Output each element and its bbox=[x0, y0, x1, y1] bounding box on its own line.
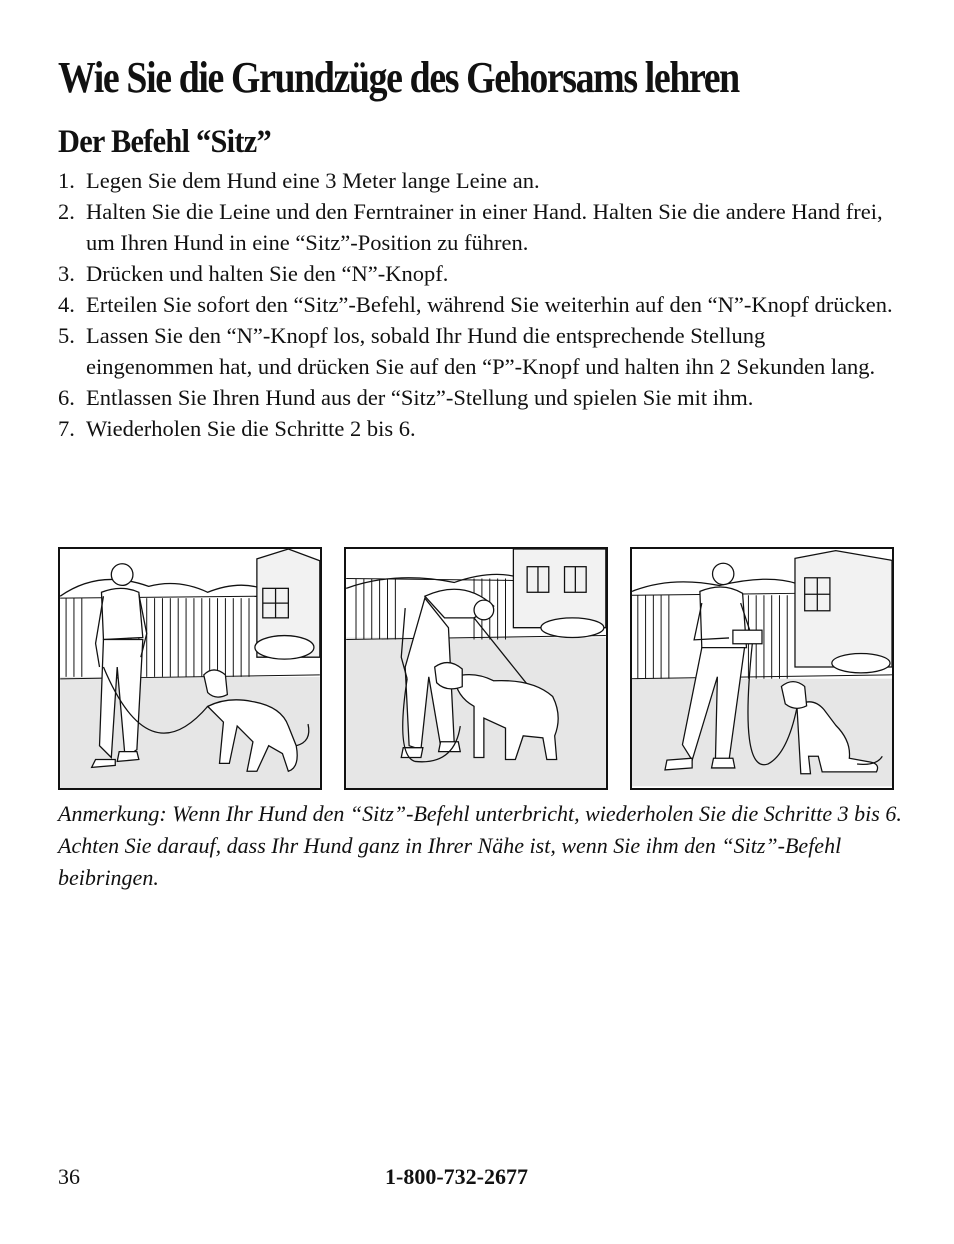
phone-number: 1-800-732-2677 bbox=[385, 1164, 528, 1189]
man-guiding-dog-into-sit-illustration bbox=[346, 549, 606, 788]
step-item: 5. Lassen Sie den “N”-Knopf los, sobald Ihr Hund die entsprechende Stellung eingenommen hat, und drücken Sie auf den “P”-Knopf und halten ihn 2 Sekunden lang. bbox=[58, 323, 876, 379]
note-text: Anmerkung: Wenn Ihr Hund den “Sitz”-Befehl unterbricht, wiederholen Sie die Schritte 3 bis 6. Achten Sie darauf, dass Ihr Hund ganz in Ihrer Nähe ist, wenn Sie ihm den “Sitz”-Befehl beibringen. bbox=[58, 801, 902, 890]
step-item: 2. Halten Sie die Leine und den Ferntrainer in einer Hand. Halten Sie die andere Hand frei, um Ihren Hund in eine “Sitz”-Position zu führen. bbox=[58, 199, 883, 255]
step-text: Drücken und halten Sie den “N”-Knopf. bbox=[86, 261, 449, 286]
illustration-panel-2 bbox=[344, 547, 608, 790]
step-item: 7. Wiederholen Sie die Schritte 2 bis 6. bbox=[58, 416, 416, 441]
page-title: Wie Sie die Grundzüge des Gehorsams lehren bbox=[58, 53, 739, 102]
illustration-panel-3 bbox=[630, 547, 894, 790]
step-item: 4. Erteilen Sie sofort den “Sitz”-Befehl, während Sie weiterhin auf den “N”-Knopf drücken. bbox=[58, 292, 893, 317]
man-standing-with-dog-on-leash-illustration bbox=[60, 549, 320, 788]
step-text: Wiederholen Sie die Schritte 2 bis 6. bbox=[86, 416, 416, 441]
step-item: 3. Drücken und halten Sie den “N”-Knopf. bbox=[58, 261, 449, 286]
step-text: Lassen Sie den “N”-Knopf los, sobald Ihr Hund die entsprechende Stellung eingenommen hat, und drücken Sie auf den “P”-Knopf und halten ihn 2 Sekunden lang. bbox=[86, 323, 876, 379]
illustration-panel-1 bbox=[58, 547, 322, 790]
step-text: Legen Sie dem Hund eine 3 Meter lange Leine an. bbox=[86, 168, 540, 193]
step-text: Halten Sie die Leine und den Ferntrainer in einer Hand. Halten Sie die andere Hand frei, um Ihren Hund in eine “Sitz”-Position zu führen. bbox=[86, 199, 883, 255]
step-item: 1. Legen Sie dem Hund eine 3 Meter lange Leine an. bbox=[58, 168, 540, 193]
step-item: 6. Entlassen Sie Ihren Hund aus der “Sitz”-Stellung und spielen Sie mit ihm. bbox=[58, 385, 754, 410]
step-text: Erteilen Sie sofort den “Sitz”-Befehl, während Sie weiterhin auf den “N”-Knopf drücken. bbox=[86, 292, 893, 317]
step-text: Entlassen Sie Ihren Hund aus der “Sitz”-Stellung und spielen Sie mit ihm. bbox=[86, 385, 754, 410]
page-number: 36 bbox=[58, 1164, 80, 1189]
section-title: Der Befehl “Sitz” bbox=[58, 124, 271, 160]
man-pressing-remote-dog-sitting-illustration bbox=[632, 549, 892, 788]
steps-list bbox=[58, 165, 898, 444]
